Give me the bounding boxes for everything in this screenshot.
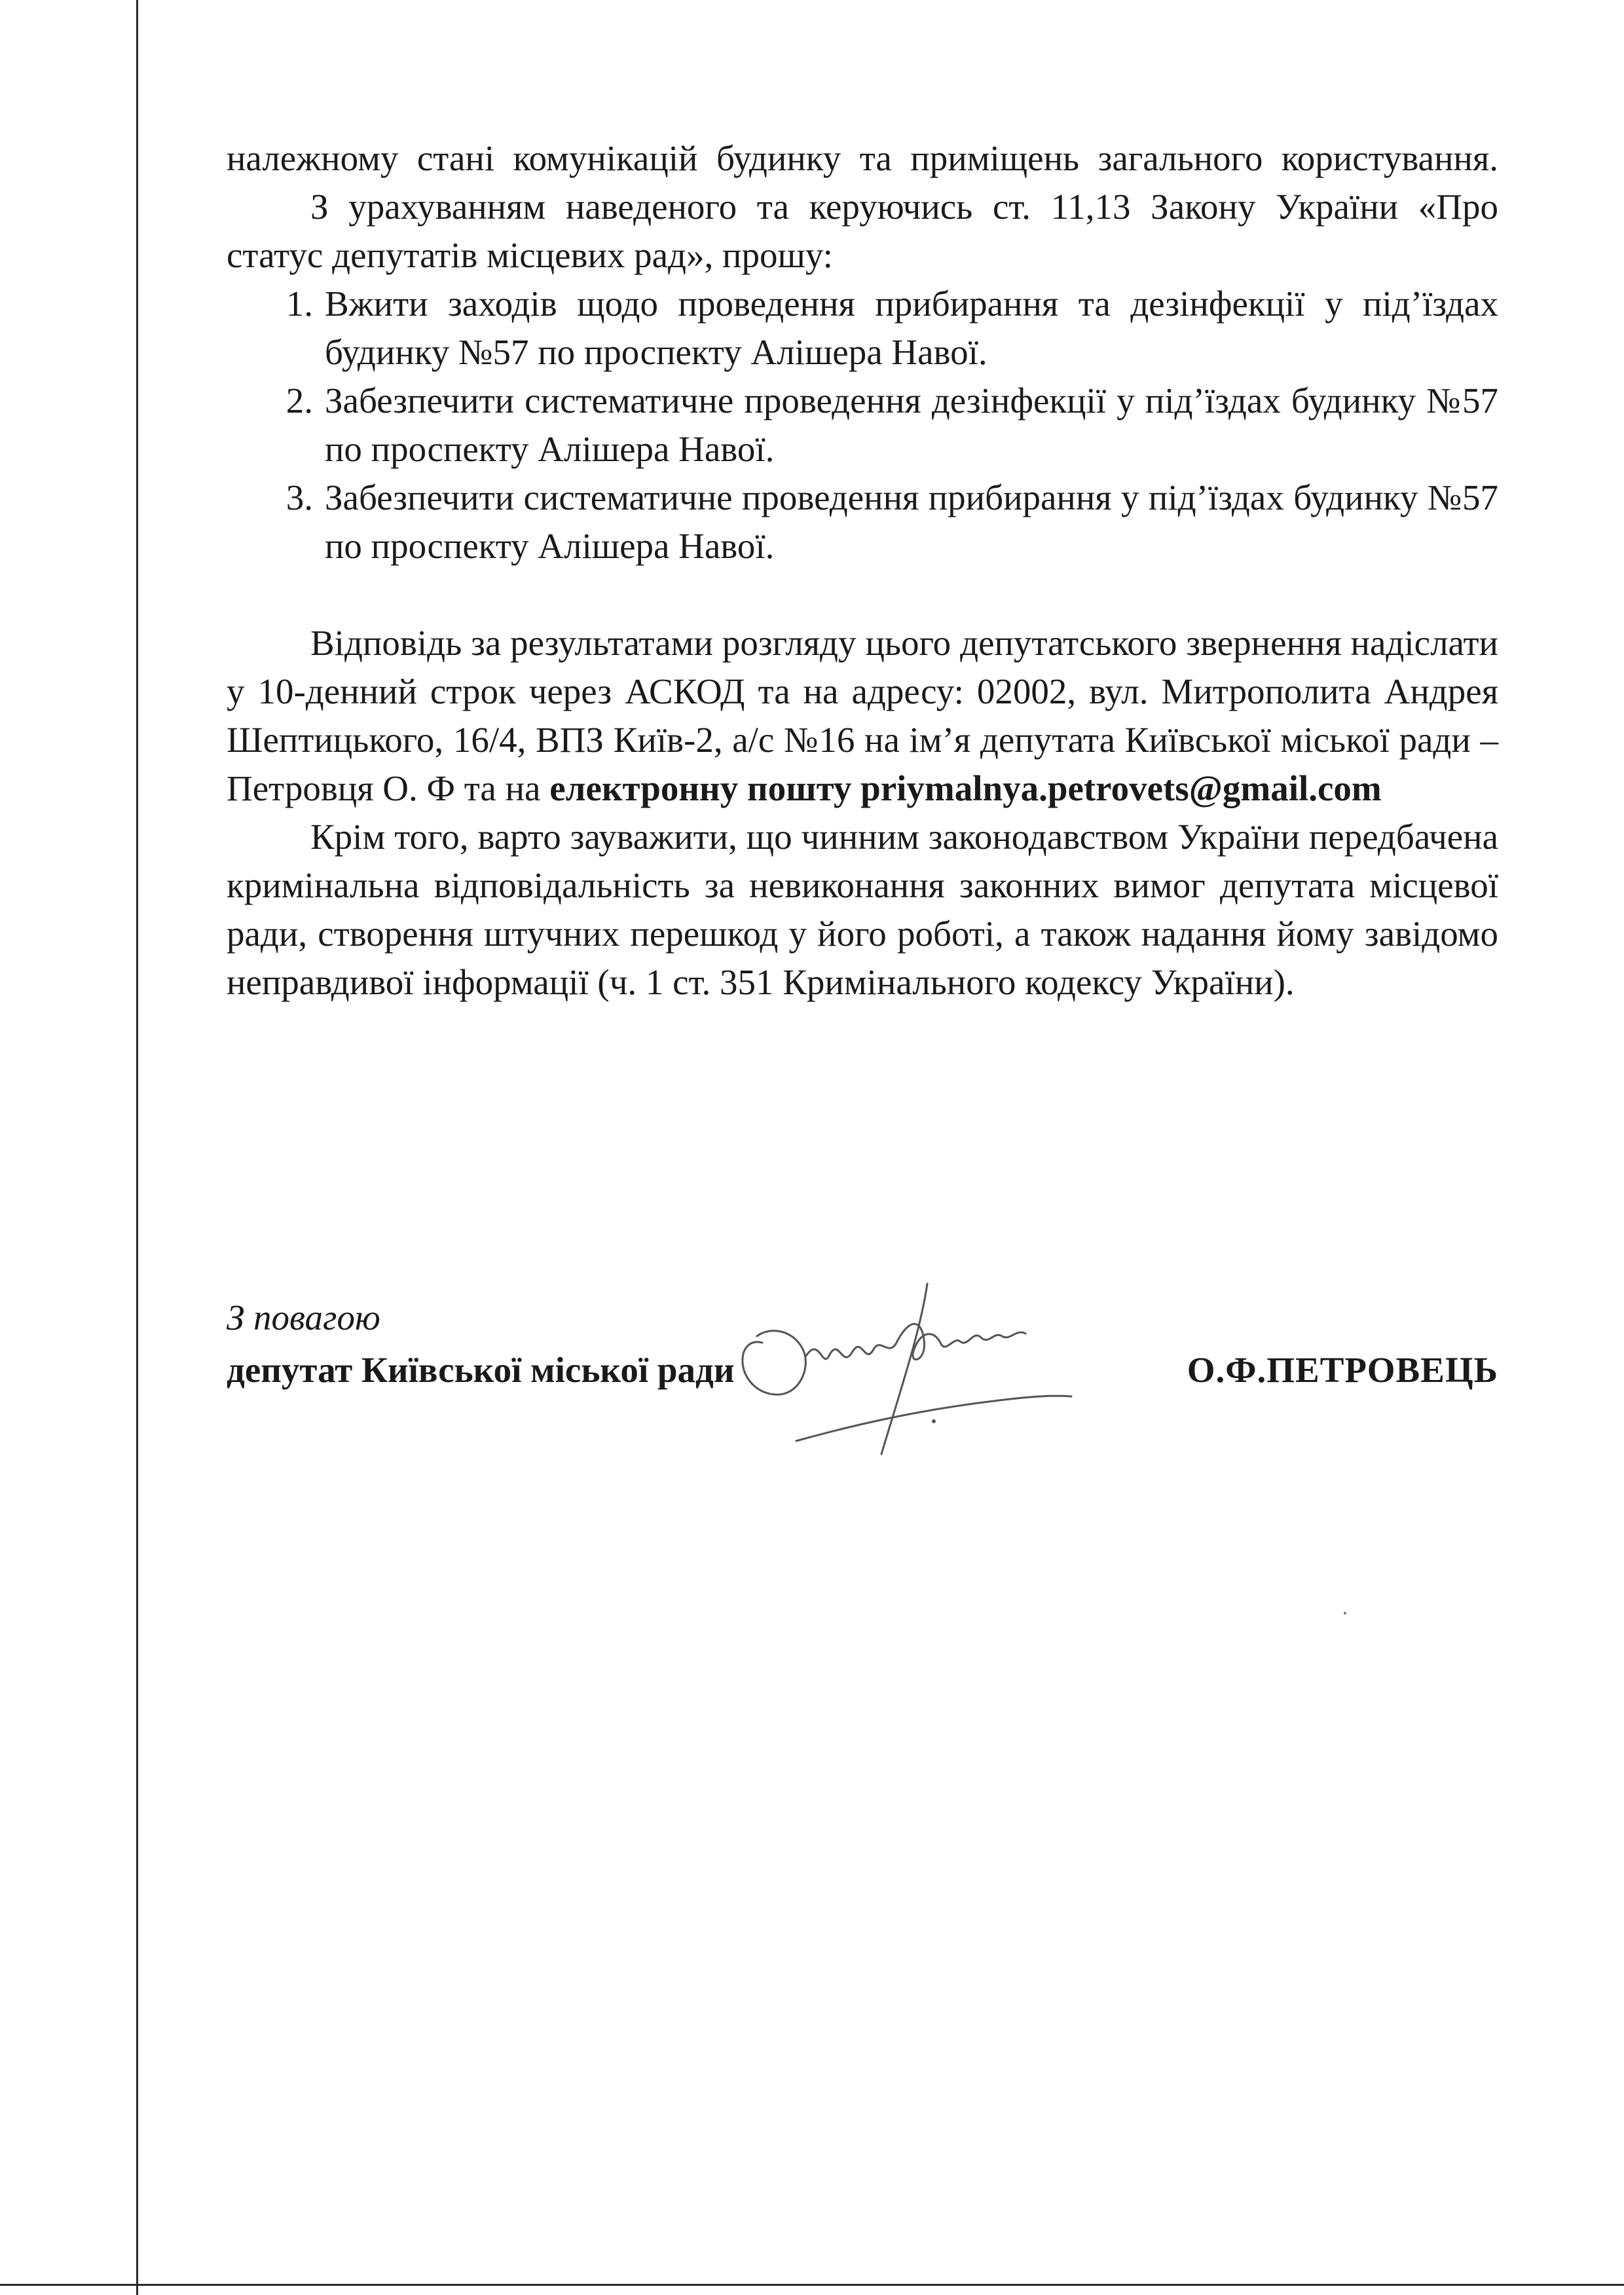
list-item-text: Забезпечити систематичне проведення дезінфекції у під’їздах будинку №57 по проспекту Алішера Навої.: [325, 381, 1498, 469]
list-item-number: 2.: [286, 381, 313, 420]
scan-edge-left: [136, 0, 138, 2295]
liability-paragraph: Крім того, варто зауважити, що чинним законодавством України передбачена кримінальна відповідальність за невиконання законних вимог депутата місцевої ради, створення штучних перешкод у його роботі, а також надання йому завідомо неправдивої інформації (ч. 1 ст. 351 Кримінального кодексу України).: [227, 817, 1498, 1002]
email-address: priymalnya.petrovets@gmail.com: [860, 768, 1382, 808]
signer-name: О.Ф.ПЕТРОВЕЦЬ: [1187, 1350, 1498, 1390]
spacer: [227, 570, 1498, 619]
closing-phrase: З повагою: [227, 1297, 380, 1337]
intro-paragraph: належному стані комунікацій будинку та приміщень загального користування.: [227, 138, 1498, 178]
lead-paragraph: З урахуванням наведеного та керуючись ст. 11,13 Закону України «Про статус депутатів місцевих рад», прошу:: [227, 187, 1498, 275]
list-item-number: 3.: [286, 477, 313, 517]
scan-edge-bottom: [0, 2284, 1624, 2286]
list-item: [227, 377, 1498, 474]
response-paragraph: [227, 619, 1498, 813]
response-bold-tail: електронну пошту: [549, 768, 852, 808]
signer-position: депутат Київської міської ради: [227, 1350, 735, 1390]
list-item-text: Вжити заходів щодо проведення прибирання та дезінфекції у під’їздах будинку №57 по проспекту Алішера Навої.: [325, 284, 1498, 372]
list-item: [227, 280, 1498, 377]
signature-block: [227, 1284, 1498, 1480]
list-item-number: 1.: [286, 284, 313, 324]
response-text: Відповідь за результатами розгляду цього депутатського звернення надіслати у 10-денний строк через АСКОД та на адресу: 02002, вул. Митрополита Андрея Шептицького, 16/4, ВПЗ Київ-2, а/с №16 на ім’я депутата Київської міської ради – Петровця О. Ф та на: [227, 623, 1498, 808]
request-list: [227, 280, 1498, 570]
list-item-text: Забезпечити систематичне проведення прибирання у під’їздах будинку №57 по проспекту Алішера Навої.: [325, 477, 1498, 566]
scan-artifact-dot: [1344, 1612, 1346, 1614]
document-body: [227, 134, 1498, 1007]
handwritten-signature: [724, 1258, 1091, 1474]
list-item: [227, 474, 1498, 570]
